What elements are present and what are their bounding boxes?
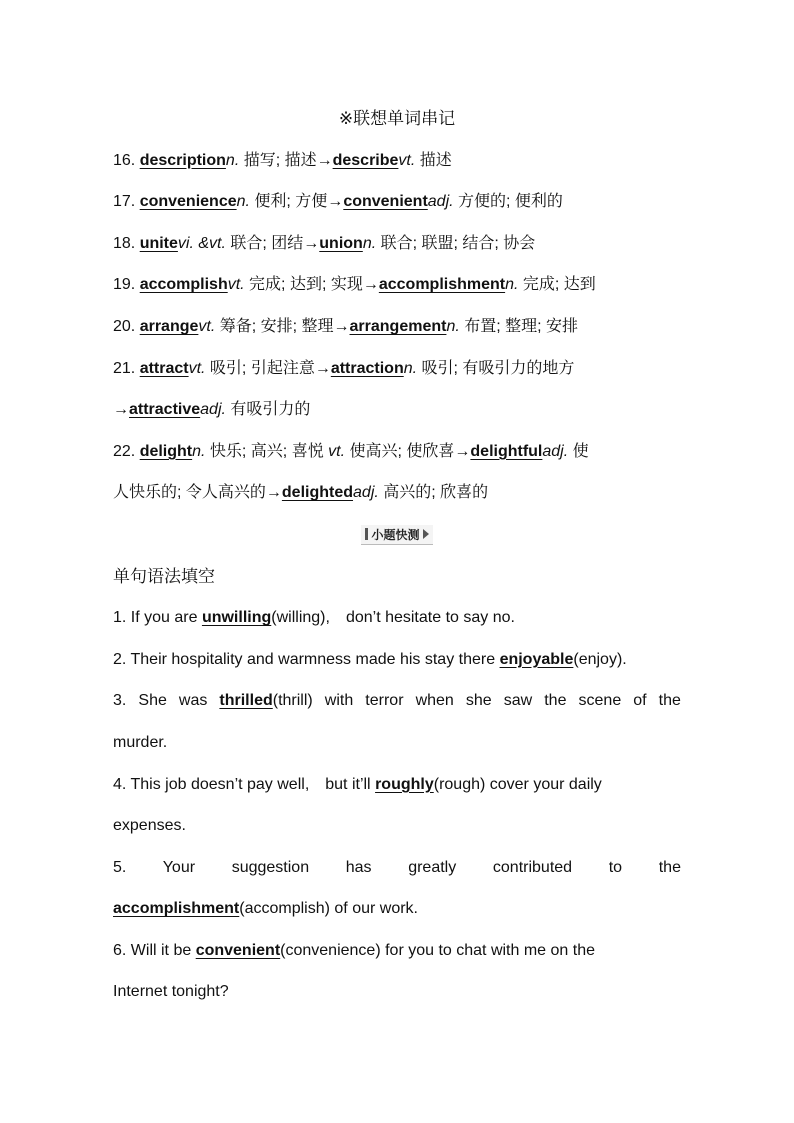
- part-of-speech: adj.: [427, 193, 454, 211]
- answer-word: accomplishment: [378, 276, 506, 294]
- exercise-text: (convenience) for you to chat with me on the: [280, 941, 595, 959]
- meaning: 描写; 描述→: [239, 151, 333, 169]
- item-number: 19.: [113, 276, 140, 294]
- item-number: 20.: [113, 317, 140, 335]
- vocab-item-22: [113, 431, 681, 473]
- answer-word: description: [139, 151, 226, 169]
- item-number: 18.: [113, 234, 140, 252]
- answer-word: attractive: [129, 401, 201, 419]
- answer-word: delightful: [470, 442, 543, 460]
- answer-word: convenience: [139, 193, 237, 211]
- exercise-text: (willing), don’t hesitate to say no.: [271, 609, 515, 627]
- part-of-speech: n.: [225, 151, 240, 169]
- meaning: 使高兴; 使欣喜→: [345, 442, 471, 460]
- exercise-4: [113, 764, 681, 806]
- answer-word: union: [319, 234, 363, 252]
- part-of-speech: n.: [192, 442, 206, 460]
- part-of-speech: n.: [446, 317, 460, 335]
- meaning: 完成; 达到; 实现→: [244, 276, 379, 294]
- part-of-speech: vt.: [188, 359, 206, 377]
- answer-word: unwilling: [201, 609, 272, 627]
- exercise-text: (rough) cover your daily: [433, 775, 602, 793]
- exercise-word: was: [178, 692, 208, 710]
- answer-word: thrilled: [219, 692, 273, 710]
- exercise-word: 3.: [113, 692, 127, 710]
- answer-word: accomplish: [139, 276, 228, 294]
- meaning: 高兴的; 欣喜的: [378, 484, 489, 502]
- part-of-speech: n.: [403, 359, 418, 377]
- exercise-text: 6. Will it be: [113, 941, 196, 959]
- meaning: 完成; 达到: [518, 276, 596, 294]
- part-of-speech: vt.: [398, 151, 416, 169]
- exercise-word: the: [544, 692, 567, 710]
- exercise-6-cont: Internet tonight?: [113, 983, 229, 1001]
- exercise-word: saw: [503, 692, 533, 710]
- exercise-text: 4. This job doesn’t pay well, but it’ll: [113, 775, 376, 793]
- meaning: 吸引; 有吸引力的地方: [417, 359, 575, 377]
- vocab-heading: ※联想单词串记: [338, 109, 456, 128]
- answer-word: delighted: [281, 484, 354, 502]
- vocab-item-18: [113, 223, 681, 265]
- answer-word: attraction: [330, 359, 404, 377]
- answer-word: roughly: [375, 775, 434, 793]
- exercise-word: has: [345, 858, 372, 876]
- meaning: 联合; 团结→: [225, 234, 320, 252]
- meaning: 描述: [415, 151, 452, 169]
- document-page: [113, 98, 681, 1013]
- part-of-speech: vt.: [227, 276, 245, 294]
- exercise-word: when: [415, 692, 454, 710]
- meaning: 联合; 联盟; 结合; 协会: [376, 234, 536, 252]
- answer-word: arrangement: [349, 317, 447, 335]
- quiz-section-header: [113, 514, 681, 556]
- part-of-speech: adj.: [353, 484, 379, 502]
- answer-word: attract: [139, 359, 189, 377]
- item-number: 17.: [113, 193, 140, 211]
- exercise-word: to: [608, 858, 623, 876]
- bar-icon: [365, 528, 368, 540]
- meaning: 有吸引力的: [225, 401, 311, 419]
- exercise-4-cont: expenses.: [113, 817, 186, 835]
- answer-group: [219, 692, 312, 709]
- exercise-word: with: [324, 692, 354, 710]
- item-number: 16.: [113, 151, 140, 169]
- exercise-title: 单句语法填空: [113, 566, 215, 586]
- exercise-word: greatly: [408, 858, 457, 876]
- exercise-word: terror: [365, 692, 404, 710]
- part-of-speech: vt.: [198, 317, 216, 335]
- exercise-text: (enjoy).: [573, 650, 627, 668]
- triangle-right-icon: [423, 529, 429, 539]
- item-number: 21.: [113, 359, 140, 377]
- vocab-item-21-cont: [113, 389, 681, 431]
- exercise-2: [113, 639, 681, 681]
- meaning: 布置; 整理; 安排: [459, 317, 579, 335]
- exercise-text: 2. Their hospitality and warmness made his stay there: [113, 650, 500, 668]
- exercise-3-cont: murder.: [113, 733, 168, 751]
- answer-word: accomplishment: [113, 900, 240, 918]
- exercise-word: of: [633, 692, 647, 710]
- part-of-speech: n.: [236, 193, 250, 211]
- vocab-item-22-cont: [113, 472, 681, 514]
- part-of-speech: n.: [505, 276, 519, 294]
- part-of-speech: vi. &vt.: [177, 234, 226, 252]
- meaning: 方便的; 便利的: [453, 193, 563, 211]
- meaning: 使: [568, 442, 589, 460]
- meaning: 人快乐的; 令人高兴的→: [113, 484, 282, 502]
- exercise-word: 5.: [113, 858, 127, 876]
- exercise-word: the: [658, 692, 681, 710]
- part-of-speech: adj.: [542, 442, 569, 460]
- part-of-speech: adj.: [200, 401, 226, 419]
- answer-word: convenient: [195, 941, 281, 959]
- answer-word: enjoyable: [499, 650, 574, 668]
- meaning: 吸引; 引起注意→: [205, 359, 331, 377]
- meaning: 快乐; 高兴; 喜悦: [205, 442, 329, 460]
- exercise-text: (accomplish) of our work.: [239, 900, 418, 918]
- hint: (thrill): [272, 692, 313, 710]
- quiz-label: 小题快测: [371, 527, 420, 542]
- vocab-item-19: [113, 264, 681, 306]
- item-number: 22.: [113, 442, 140, 460]
- exercise-word: She: [138, 692, 167, 710]
- exercise-word: the: [658, 858, 681, 876]
- exercise-word: contributed: [492, 858, 573, 876]
- answer-word: unite: [139, 234, 178, 252]
- answer-word: convenient: [343, 193, 428, 211]
- quiz-badge: [361, 525, 432, 545]
- exercise-word: suggestion: [231, 858, 310, 876]
- answer-word: describe: [332, 151, 399, 169]
- exercise-word: scene: [578, 692, 622, 710]
- answer-word: arrange: [139, 317, 199, 335]
- answer-word: delight: [139, 442, 193, 460]
- vocab-item-20: [113, 306, 681, 348]
- vocab-item-17: [113, 181, 681, 223]
- exercise-6: [113, 930, 681, 972]
- part-of-speech: vt.: [328, 442, 346, 460]
- exercise-5: [113, 847, 681, 889]
- exercise-word: she: [465, 692, 492, 710]
- vocab-item-16: [113, 140, 681, 182]
- exercise-text: 1. If you are: [113, 609, 202, 627]
- arrow: →: [113, 401, 129, 419]
- exercise-word: Your: [162, 858, 196, 876]
- meaning: 筹备; 安排; 整理→: [215, 317, 350, 335]
- vocab-item-21: [113, 348, 681, 390]
- exercise-5-cont: [113, 888, 681, 930]
- part-of-speech: n.: [362, 234, 377, 252]
- exercise-1: [113, 597, 681, 639]
- exercise-3: [113, 680, 681, 722]
- meaning: 便利; 方便→: [249, 193, 344, 211]
